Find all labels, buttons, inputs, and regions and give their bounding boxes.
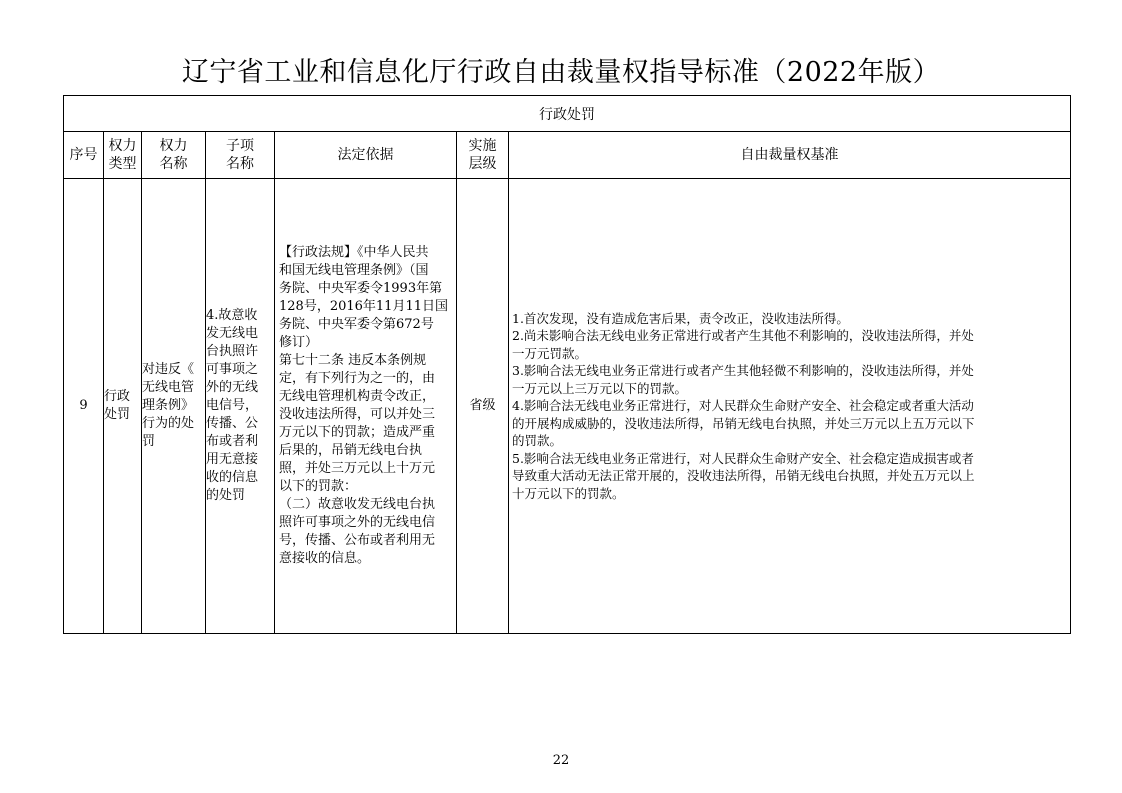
header-level: 实施 层级 [457, 132, 509, 179]
header-legal-basis: 法定依据 [275, 132, 457, 179]
header-power-name: 权力 名称 [142, 132, 206, 179]
header-standard: 自由裁量权基准 [509, 132, 1071, 179]
cell-power-type: 行政 处罚 [104, 179, 142, 634]
cell-power-name: 对违反《 无线电管 理条例》 行为的处 罚 [142, 179, 206, 634]
discretion-standard-table [63, 95, 1071, 634]
header-seq: 序号 [64, 132, 104, 179]
header-sub-item: 子项 名称 [206, 132, 275, 179]
cell-seq: 9 [64, 179, 104, 634]
section-title: 行政处罚 [64, 96, 1071, 132]
header-power-type: 权力 类型 [104, 132, 142, 179]
cell-standard: 1.首次发现，没有造成危害后果，责令改正，没收违法所得。 2.尚未影响合法无线电业务正常进行或者产生其他不利影响的，没收违法所得，并处 一万元罚款。 3.影响合法无线电业务正常进行或者产生其他轻微不利影响的，没收违法所得，并处 一万元以上三万元以下的罚款。 4.影响合法无线电业务正常进行，对人民群众生命财产安全、社会稳定或者重大活动 的开展构成威胁的，没收违法所得，吊销无线电台执照，并处三万元以上五万元以下 的罚款。 5.影响合法无线电业务正常进行，对人民群众生命财产安全、社会稳定造成损害或者 导致重大活动无法正常开展的，没收违法所得，吊销无线电台执照，并处五万元以上 十万元以下的罚款。 [509, 179, 1071, 634]
section-header-row [64, 96, 1071, 132]
cell-legal-basis: 【行政法规】《中华人民共 和国无线电管理条例》（国 务院、中央军委令1993年第 128号，2016年11月11日国 务院、中央军委令第672号 修订） 第七十二条 违反本条例规 定，有下列行为之一的，由 无线电管理机构责令改正， 没收违法所得，可以并处三 万元以下的罚款；造成严重 后果的，吊销无线电台执 照，并处三万元以上十万元 以下的罚款： （二）故意收发无线电台执 照许可事项之外的无线电信 号，传播、公布或者利用无 意接收的信息。 [275, 179, 457, 634]
document-title: 辽宁省工业和信息化厅行政自由裁量权指导标准（2022年版） [181, 57, 941, 88]
table-row [64, 179, 1071, 634]
cell-sub-item: 4.故意收 发无线电 台执照许 可事项之 外的无线 电信号， 传播、公 布或者利 用无意接 收的信息 的处罚 [206, 179, 275, 634]
column-header-row [64, 132, 1071, 179]
page-number: 22 [552, 753, 570, 768]
cell-level: 省级 [457, 179, 509, 634]
